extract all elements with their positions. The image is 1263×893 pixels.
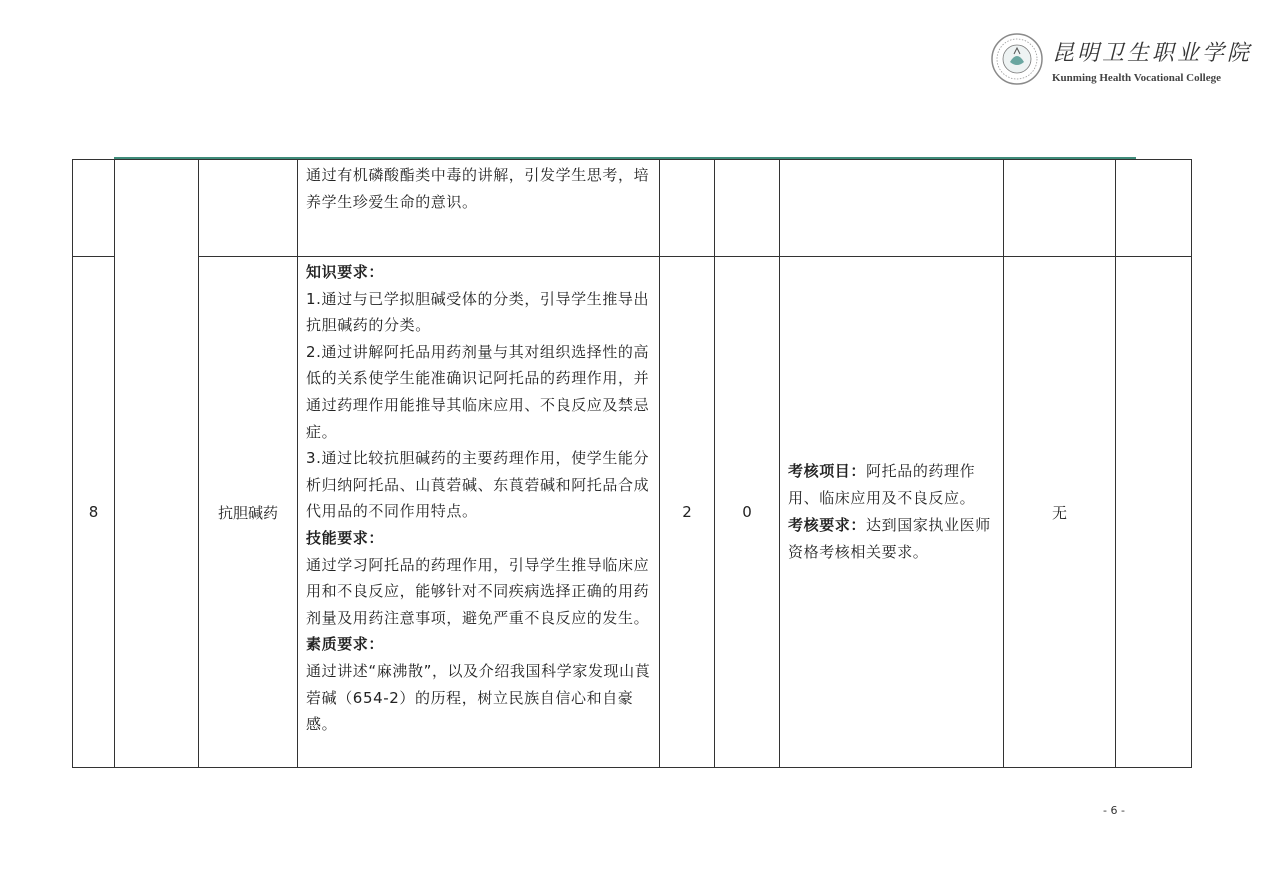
cell-assessment — [780, 160, 1004, 257]
cell-practice-hours — [715, 160, 780, 257]
cell-objectives — [298, 257, 660, 768]
cell-remark — [1116, 257, 1192, 768]
cell-practice-hours: 0 — [715, 257, 780, 768]
syllabus-table — [72, 159, 1192, 768]
cell-theory-hours — [660, 160, 715, 257]
cell-number — [73, 160, 115, 257]
table-row — [73, 160, 1192, 257]
cell-remark — [1116, 160, 1192, 257]
school-name-en: Kunming Health Vocational College — [1052, 72, 1221, 84]
quality-text: 通过讲述“麻沸散”，以及介绍我国科学家发现山莨菪碱（654-2）的历程，树立民族自信心和自豪感。 — [306, 661, 651, 734]
assessment-item-label: 考核项目： — [788, 462, 867, 480]
cell-objectives — [298, 160, 660, 257]
knowledge-heading: 知识要求： — [306, 263, 385, 281]
college-seal-icon — [990, 32, 1044, 86]
table-row — [73, 257, 1192, 768]
knowledge-item: 1.通过与已学拟胆碱受体的分类，引导学生推导出抗胆碱药的分类。 — [306, 289, 650, 335]
objective-text: 通过有机磷酸酯类中毒的讲解，引发学生思考，培养学生珍爱生命的意识。 — [306, 166, 650, 211]
college-logo — [988, 32, 1253, 90]
cell-assessment — [780, 257, 1004, 768]
cell-other — [1004, 160, 1116, 257]
cell-theory-hours: 2 — [660, 257, 715, 768]
knowledge-item: 2.通过讲解阿托品用药剂量与其对组织选择性的高低的关系使学生能准确识记阿托品的药理作用，并通过药理作用能推导其临床应用、不良反应及禁忌症。 — [306, 342, 650, 441]
cell-other: 无 — [1004, 257, 1116, 768]
school-name-cn: 昆明卫生职业学院 — [1052, 41, 1253, 66]
cell-topic — [199, 160, 298, 257]
assessment-requirement — [788, 512, 997, 566]
assessment-item-text: 阿托品的药理作用、临床应用及不良反应。 — [788, 462, 976, 507]
page-number: - 6 - — [1103, 804, 1125, 817]
cell-topic: 抗胆碱药 — [199, 257, 298, 768]
skill-text: 通过学习阿托品的药理作用，引导学生推导临床应用和不良反应，能够针对不同疾病选择正确的用药剂量及用药注意事项，避免严重不良反应的发生。 — [306, 555, 650, 627]
assessment-requirement-label: 考核要求： — [788, 516, 867, 534]
assessment-requirement-text: 达到国家执业医师资格考核相关要求。 — [788, 516, 991, 561]
assessment-item — [788, 458, 997, 512]
cell-chapter — [115, 160, 199, 768]
knowledge-item: 3.通过比较抗胆碱药的主要药理作用，使学生能分析归纳阿托品、山莨菪碱、东莨菪碱和阿托品合成代用品的不同作用特点。 — [306, 449, 650, 521]
skill-heading: 技能要求： — [306, 528, 385, 547]
cell-number: 8 — [73, 257, 115, 768]
quality-heading: 素质要求： — [306, 635, 385, 654]
